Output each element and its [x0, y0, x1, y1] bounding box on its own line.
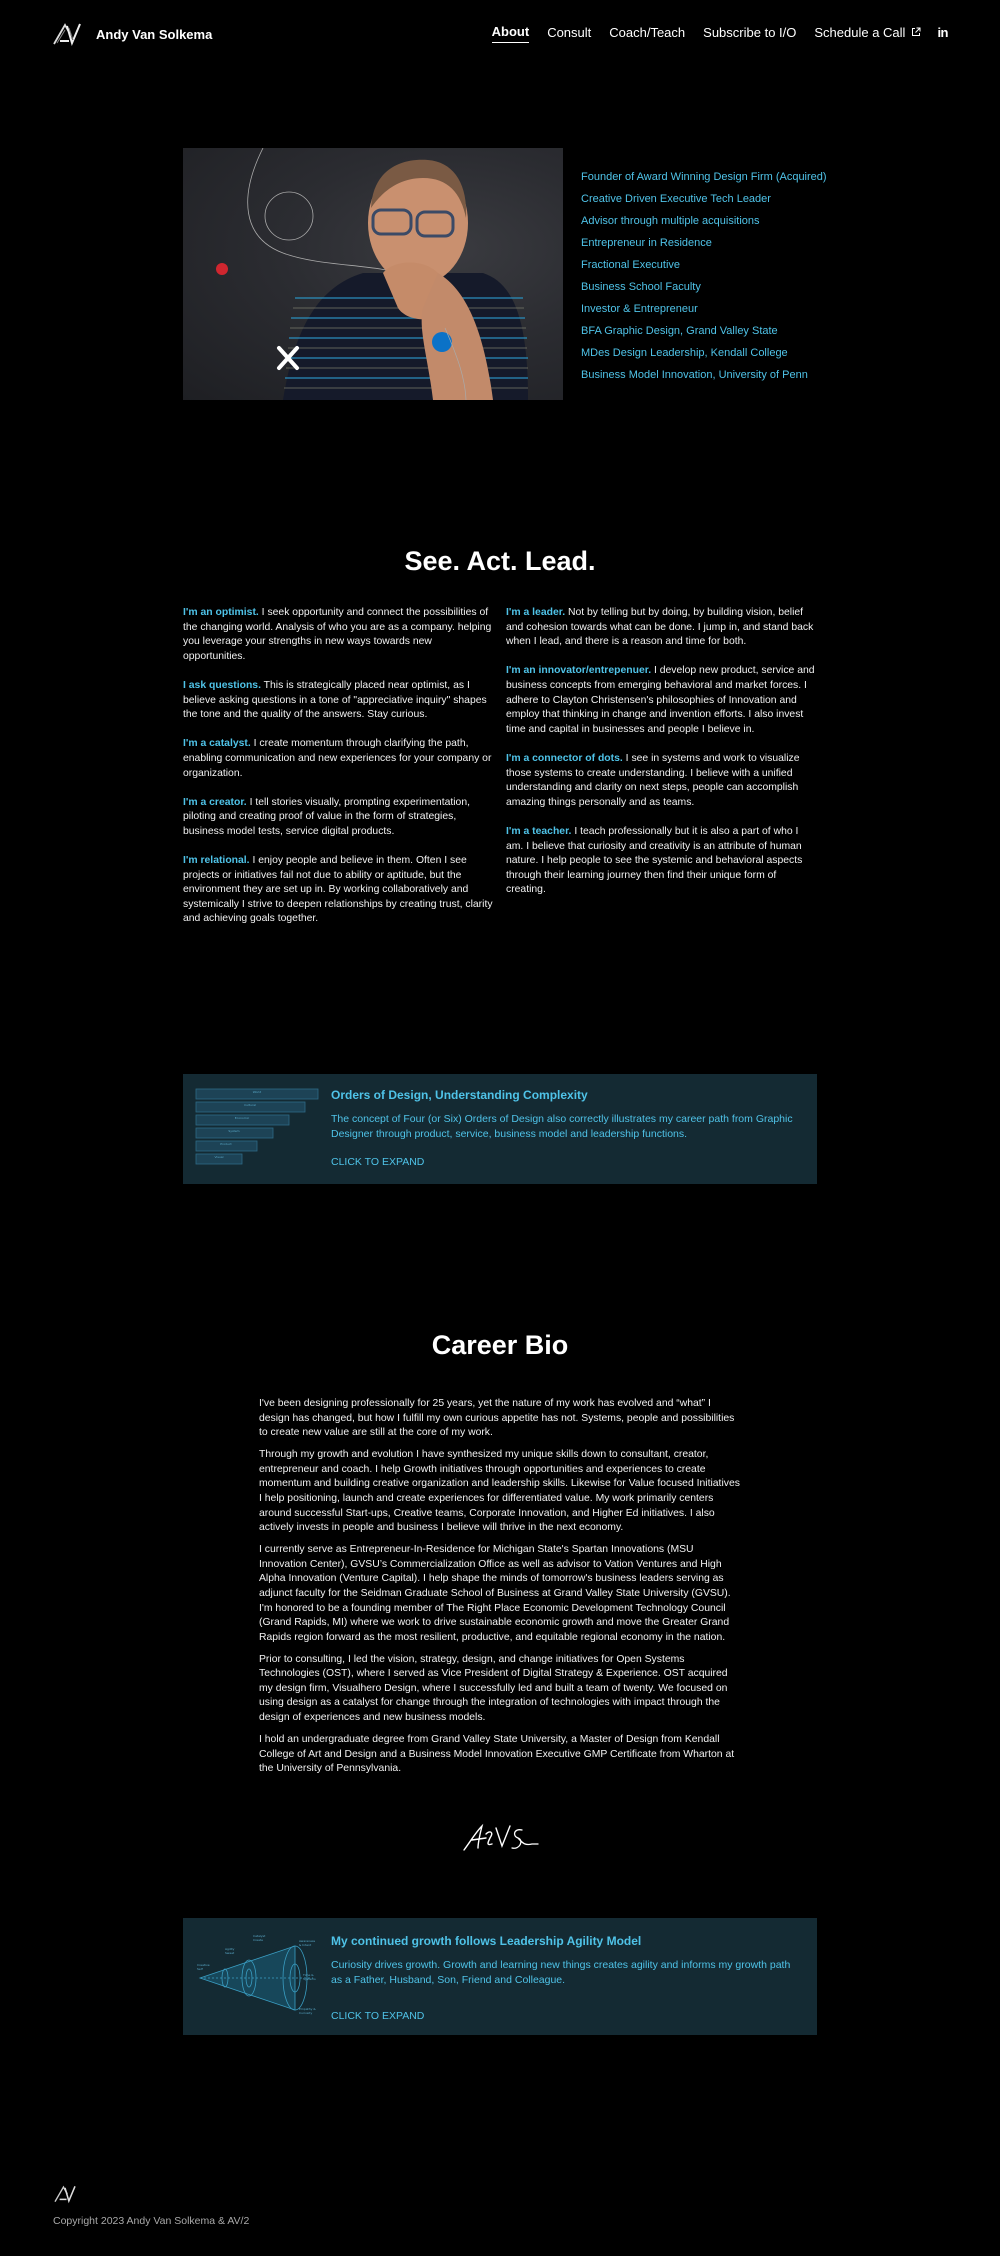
nav-coach-teach[interactable] — [609, 25, 685, 43]
trait-heading: I'm a teacher. — [506, 825, 572, 837]
svg-text:Systems: Systems — [303, 1977, 316, 1981]
card-description: Curiosity drives growth. Growth and learning new things creates agility and informs my growth path as a Father, Husband, Son, Friend and Colleague. — [331, 1959, 791, 1986]
svg-text:Cultural: Cultural — [244, 1103, 256, 1107]
site-header — [0, 0, 1000, 70]
credential-item: Creative Driven Executive Tech Leader — [581, 193, 771, 205]
credential-item: Founder of Award Winning Design Firm (Acquired) — [581, 171, 827, 183]
trait-heading: I'm relational. — [183, 855, 250, 867]
card-body — [331, 1088, 803, 1170]
copyright-text: Copyright 2023 Andy Van Solkema & AV/2 — [53, 2215, 250, 2227]
credential-item: Advisor through multiple acquisitions — [581, 215, 760, 227]
card-title: Orders of Design, Understanding Complexity — [331, 1088, 588, 1102]
trait-catalyst — [183, 737, 493, 781]
svg-text:Sweet: Sweet — [225, 1951, 235, 1955]
trait-heading: I'm an innovator/entrepenuer. — [506, 665, 652, 677]
trait-text: I see in systems and work to visualize those systems to create understanding. I believe with a unified understanding and clarity on next steps, people can accomplish amazing things personally and as teams. — [506, 752, 800, 808]
nav-schedule-call[interactable] — [814, 25, 921, 43]
svg-text:Awareness: Awareness — [299, 1939, 316, 1943]
nav-about[interactable] — [492, 24, 530, 43]
nav-coach-teach-label: Coach/Teach — [609, 24, 686, 40]
av-triangle-logo-icon — [52, 21, 82, 47]
nav-schedule-call-label: Schedule a Call — [814, 24, 906, 40]
nav-subscribe[interactable] — [703, 25, 796, 43]
credential-item: Business School Faculty — [581, 281, 701, 293]
card-body — [331, 1934, 803, 2024]
trait-innovator — [506, 664, 816, 737]
trait-optimist — [183, 606, 493, 664]
bio-paragraph: Through my growth and evolution I have synthesized my unique skills down to consultant, creator, entrepreneur and coach. I help Growth initiatives through opportunities and experiences to create momentum and building creative organization and leadership skills. Likewise for Value focused Initiatives I help positioning, launch and create experiences for differentiated value. My work primarily centers around successful Start-ups, Creative teams, Corporate Innovation, and Higher Ed initiatives. I also actively invests in people and business I believe will thrive in the next economy. — [259, 1449, 740, 1534]
career-bio-text — [259, 1397, 743, 1784]
career-bio-heading: Career Bio — [431, 1330, 569, 1360]
trait-creator — [183, 796, 493, 840]
brand-home-link[interactable] — [52, 21, 212, 47]
trait-text: Not by telling but by doing, by building vision, belief and cohesion towards what can be done. I jump in, and stand back when I lead, and there is a reason and time for both. — [506, 607, 814, 648]
click-to-expand-button[interactable]: CLICK TO EXPAND — [331, 2010, 425, 2022]
svg-text:System: System — [228, 1129, 240, 1133]
linkedin-icon[interactable]: in — [937, 24, 948, 40]
footer-av-logo-icon[interactable] — [53, 2184, 77, 2204]
trait-questions — [183, 679, 493, 723]
brand-name: Andy Van Solkema — [96, 26, 213, 42]
nav-subscribe-label: Subscribe to I/O — [703, 24, 797, 40]
trait-heading: I'm an optimist. — [183, 607, 259, 618]
trait-text: I teach professionally but it is also a part of who I am. I believe that curiosity and creativity is an attribute of human nature. I help people to see the systemic and behavioral aspects through their learning journey then find their unique form of creating. — [506, 825, 803, 896]
trait-heading: I ask questions. — [183, 679, 261, 691]
svg-text:Product: Product — [220, 1142, 232, 1146]
trait-text: I enjoy people and believe in them. Often I see projects or initiatives fail not due to ability or aptitude, but the environment they are set up in. By working collaboratively and systemically I strive to deepen relationships by creating trust, clarity and achieving goals together. — [183, 855, 493, 925]
trait-heading: I'm a leader. — [506, 607, 566, 618]
svg-text:Economic: Economic — [234, 1116, 250, 1120]
nav-about-label: About — [491, 24, 530, 39]
trait-heading: I'm a creator. — [183, 796, 247, 808]
leadership-agility-card[interactable] — [183, 1918, 817, 2035]
trait-heading: I'm a catalyst. — [183, 738, 251, 750]
external-link-icon — [911, 27, 921, 37]
trait-relational — [183, 854, 493, 927]
orders-of-design-card[interactable] — [183, 1074, 817, 1184]
svg-text:Self: Self — [197, 1967, 203, 1971]
credential-item: Business Model Innovation, University of Penn — [581, 369, 808, 381]
trait-text: I develop new product, service and business concepts from emerging behavioral and market forces. I adhere to Clayton Christensen's philosophies of Innovation and employ that thinking in change and invention efforts. I also invest time and capital in businesses and people I believe in. — [506, 665, 815, 735]
traits-right-column — [506, 606, 816, 912]
svg-text:Creative: Creative — [197, 1963, 210, 1967]
bio-paragraph: I hold an undergraduate degree from Grand Valley State University, a Master of Design from Kendall College of Art and Design and a Business Model Innovation Executive GMP Certificate from Wharton at the University of Pennsylvania. — [259, 1734, 735, 1775]
credential-item: Investor & Entrepreneur — [581, 303, 698, 315]
trait-text: I create momentum through clarifying the path, enabling communication and new experiences for your company or organization. — [183, 738, 492, 779]
card-title: My continued growth follows Leadership Agility Model — [331, 1934, 642, 1948]
trait-text: This is strategically placed near optimist, as I believe asking questions in a tone of "appreciative inquiry" shapes the tone and the quality of the answers. Stay curious. — [183, 679, 487, 721]
bio-paragraph: Prior to consulting, I led the vision, strategy, design, and change initiatives for Open Systems Technologies (OST), where I served as Vice President of Digital Strategy & Experience. OST acquired my design firm, Visualhero Design, where I successfully led and built a team of twenty. We focused on using design as a catalyst for change through the integration of technologies with impact through the design of experiences and new business models. — [259, 1653, 728, 1724]
svg-text:Curiosity: Curiosity — [299, 2011, 313, 2015]
svg-text:& Intent: & Intent — [299, 1943, 312, 1947]
traits-left-column — [183, 606, 493, 942]
signature-icon — [460, 1820, 540, 1856]
svg-text:World: World — [252, 1090, 262, 1094]
trait-text: I seek opportunity and connect the possibilities of the changing world. Analysis of who you are as a company. helping you leverage your strengths in new ways towards new opportunities. — [183, 607, 492, 662]
hero-portrait-photo — [183, 148, 563, 400]
credentials-list — [581, 166, 827, 386]
leadership-agility-cone-icon — [195, 1928, 319, 2023]
credential-item: MDes Design Leadership, Kendall College — [581, 347, 788, 359]
portrait-illustration — [183, 148, 563, 400]
trait-connector — [506, 752, 816, 810]
nav-consult-label: Consult — [547, 24, 592, 40]
credential-item: Entrepreneur in Residence — [581, 237, 712, 249]
svg-text:Catalyst: Catalyst — [253, 1934, 266, 1938]
orders-of-design-diagram-icon — [195, 1088, 319, 1168]
bio-paragraph: I've been designing professionally for 25 years, yet the nature of my work has evolved and “what” I design has changed, but how I fulfill my own curious appetite has not. Systems, people and possibilities to create new value are still at the core of my work. — [259, 1398, 735, 1439]
trait-text: I tell stories visually, prompting experimentation, piloting and creating proof of value in the form of strategies, business model tests, service digital products. — [183, 796, 471, 837]
trait-heading: I'm a connector of dots. — [506, 752, 623, 764]
card-description: The concept of Four (or Six) Orders of Design also correctly illustrates my career path from Graphic Designer through product, service, business model and leadership functions. — [331, 1113, 793, 1140]
nav-consult[interactable] — [547, 25, 591, 43]
bio-paragraph: I currently serve as Entrepreneur-In-Residence for Michigan State's Spartan Innovations (MSU Innovation Center), GVSU’s Commercialization Office as well as advisor to Vation Ventures and High Alpha Innovation (Venture Capital). I help shape the minds of tomorrow's business leaders serving as adjunct faculty for the Seidman Graduate School of Business at Grand Valley State University (GVSU). I'm honored to be a founding member of The Right Place Economic Development Technology Council (Grand Rapids, MI) where we work to drive sustainable economic growth and move the Greater Grand Rapids region forward as the most resilient, productive, and equitable regional economy in the nation. — [259, 1544, 731, 1643]
svg-text:Time &: Time & — [303, 1973, 314, 1977]
main-nav — [492, 24, 948, 43]
credential-item: BFA Graphic Design, Grand Valley State — [581, 325, 778, 337]
svg-text:Create: Create — [253, 1938, 263, 1942]
credential-item: Fractional Executive — [581, 259, 681, 271]
svg-text:Visual: Visual — [214, 1155, 224, 1159]
svg-text:Empathy &: Empathy & — [299, 2007, 316, 2011]
trait-teacher — [506, 825, 816, 898]
svg-text:Agility: Agility — [225, 1947, 235, 1951]
click-to-expand-button[interactable]: CLICK TO EXPAND — [331, 1156, 425, 1168]
trait-leader — [506, 606, 816, 650]
see-act-lead-heading: See. Act. Lead. — [404, 546, 596, 576]
